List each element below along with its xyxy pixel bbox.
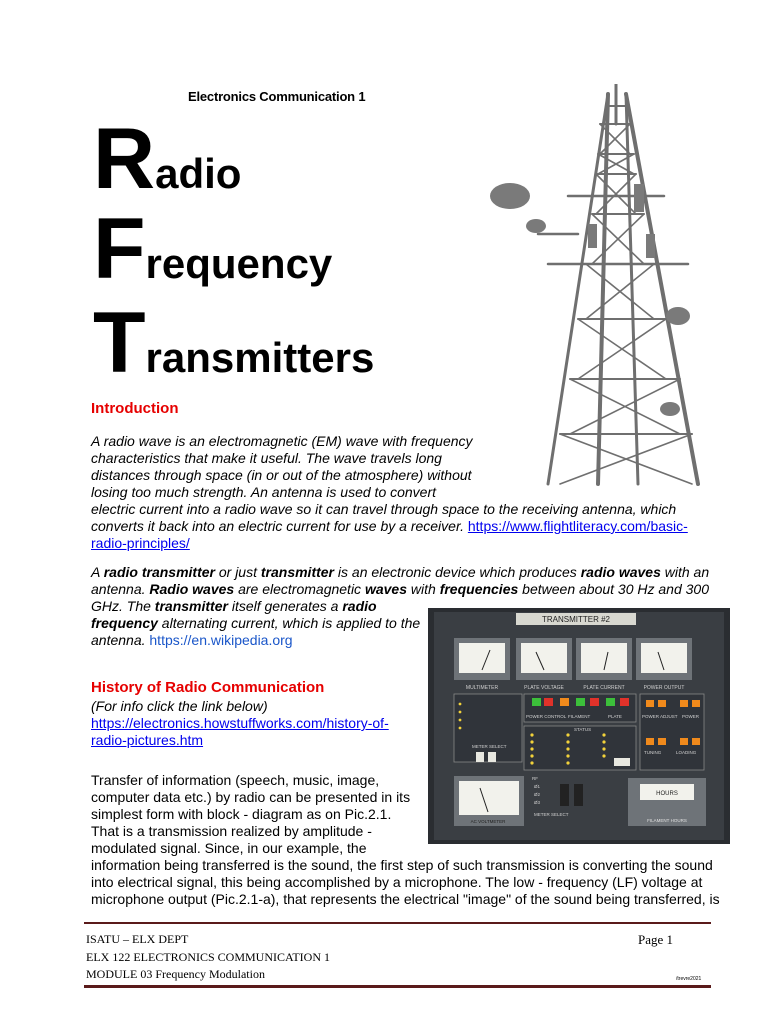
meter-label: MULTIMETER bbox=[465, 685, 499, 691]
history-heading: History of Radio Communication bbox=[91, 679, 325, 696]
panel-section-label: POWER CONTROL bbox=[526, 714, 567, 719]
filament-hours-label: FILAMENT HOURS bbox=[647, 818, 687, 823]
document-header: Electronics Communication 1 bbox=[188, 89, 366, 104]
panel-phase: Ø2 bbox=[534, 792, 541, 797]
intro-line: electric current into a radio wave so it can travel through space to the receiving antenna, which bbox=[91, 501, 677, 517]
title-initial-r: R bbox=[93, 111, 156, 207]
panel-loading-label: LOADING bbox=[676, 750, 697, 755]
flightliteracy-link[interactable]: https://www.flightliteracy.com/basic- bbox=[467, 518, 688, 534]
text-fragment: are electromagnetic bbox=[234, 581, 365, 597]
intro-line: converts it back into an electric current for use by a receiver. bbox=[91, 518, 468, 534]
panel-section-label: PLATE bbox=[608, 714, 622, 719]
text-fragment: between about 30 Hz and 300 bbox=[518, 581, 709, 597]
paragraph-line: information being transferred is the sound, the first step of such transmission is converting the sound bbox=[91, 857, 713, 873]
history-paragraph bbox=[91, 698, 389, 749]
panel-phase: Ø3 bbox=[534, 800, 541, 805]
title-rest-radio: adio bbox=[155, 150, 242, 197]
ac-voltmeter-label: AC VOLTMETER bbox=[470, 819, 506, 824]
title-line-transmitters bbox=[93, 295, 375, 391]
panel-section-label: FILAMENT bbox=[568, 714, 591, 719]
panel-tuning-label: TUNING bbox=[644, 750, 662, 755]
intro-line: A radio wave is an electromagnetic (EM) wave with frequency bbox=[91, 433, 473, 449]
panel-section-label: POWER bbox=[682, 714, 700, 719]
term-transmitter: transmitter bbox=[154, 598, 228, 614]
term-transmitter: transmitter bbox=[260, 564, 335, 580]
paragraph-line: That is a transmission realized by amplitude - bbox=[91, 823, 372, 839]
term-waves: waves bbox=[364, 581, 407, 597]
panel-rf: RF bbox=[532, 776, 538, 781]
footer-tag: /trevre2021 bbox=[676, 976, 702, 982]
text-fragment: alternating current, which is applied to the bbox=[157, 615, 421, 631]
text-fragment: GHz. The bbox=[91, 598, 155, 614]
panel-title: TRANSMITTER #2 bbox=[541, 615, 611, 624]
title-line-radio bbox=[93, 111, 242, 207]
intro-line: losing too much strength. An antenna is used to convert bbox=[91, 484, 437, 500]
paragraph-line: Transfer of information (speech, music, image, bbox=[91, 772, 380, 788]
panel-meter-select-2: METER SELECT bbox=[534, 812, 569, 817]
intro-line: characteristics that make it useful. The wave travels long bbox=[91, 450, 442, 466]
text-fragment: or just bbox=[214, 564, 261, 580]
footer-course: ELX 122 ELECTRONICS COMMUNICATION 1 bbox=[86, 950, 330, 964]
intro-heading: Introduction bbox=[91, 400, 179, 417]
footer-bottom-rule bbox=[84, 985, 711, 988]
page-number: Page 1 bbox=[638, 932, 674, 947]
term-radio-waves: radio waves bbox=[580, 564, 661, 580]
paragraph-line: microphone output (Pic.2.1-a), that represents the electrical "image" of the sound being transferred, is bbox=[91, 891, 720, 907]
meter-label: PLATE VOLTAGE bbox=[524, 685, 564, 691]
footer-module: MODULE 03 Frequency Modulation bbox=[86, 967, 265, 981]
title-rest-transmitters: ransmitters bbox=[145, 334, 375, 381]
footer-top-rule bbox=[84, 922, 711, 924]
text-fragment: itself generates a bbox=[227, 598, 343, 614]
title-rest-frequency: requency bbox=[145, 240, 333, 287]
title-line-frequency bbox=[93, 201, 333, 297]
term-frequency: frequency bbox=[91, 615, 158, 631]
paragraph-line: simplest form with block - diagram as on Pic.2.1. bbox=[91, 806, 392, 822]
term-radio-transmitter: radio transmitter bbox=[103, 564, 215, 580]
term-radio-waves: Radio waves bbox=[149, 581, 235, 597]
panel-meter-select: METER SELECT bbox=[472, 744, 507, 749]
paragraph-line: modulated signal. Since, in our example, the bbox=[91, 840, 367, 856]
howstuffworks-link-cont[interactable]: radio-pictures.htm bbox=[91, 732, 204, 748]
text-fragment: antenna. bbox=[91, 632, 150, 648]
title-initial-f: F bbox=[93, 201, 146, 297]
transfer-paragraph bbox=[91, 772, 720, 908]
history-note: (For info click the link below) bbox=[91, 698, 268, 714]
hours-label: HOURS bbox=[656, 791, 678, 797]
wikipedia-link[interactable]: https://en.wikipedia.org bbox=[149, 632, 293, 648]
meter-label: POWER OUTPUT bbox=[643, 685, 685, 691]
text-fragment: with an bbox=[660, 564, 710, 580]
footer-dept: ISATU – ELX DEPT bbox=[86, 932, 189, 946]
title-initial-t: T bbox=[93, 295, 146, 391]
intro-paragraph bbox=[91, 433, 688, 552]
term-radio: radio bbox=[342, 598, 377, 614]
howstuffworks-link[interactable]: https://electronics.howstuffworks.com/history-of- bbox=[91, 715, 389, 731]
paragraph-line: computer data etc.) by radio can be presented in its bbox=[91, 789, 411, 805]
term-frequencies: frequencies bbox=[439, 581, 519, 597]
panel-section-label: POWER ADJUST bbox=[642, 714, 678, 719]
panel-status-label: STATUS bbox=[574, 727, 592, 732]
flightliteracy-link-cont[interactable]: radio-principles/ bbox=[91, 535, 190, 551]
intro-line: distances through space (in or out of the atmosphere) without bbox=[91, 467, 472, 483]
text-fragment: A bbox=[91, 564, 104, 580]
text-fragment: antenna. bbox=[91, 581, 150, 597]
text-fragment: is an electronic device which produces bbox=[334, 564, 581, 580]
panel-phase: Ø1 bbox=[534, 784, 541, 789]
text-fragment: with bbox=[407, 581, 440, 597]
paragraph-line: into electrical signal, this being accomplished by a microphone. The low - frequency (LF) voltage at bbox=[91, 874, 703, 890]
meter-label: PLATE CURRENT bbox=[583, 685, 625, 691]
